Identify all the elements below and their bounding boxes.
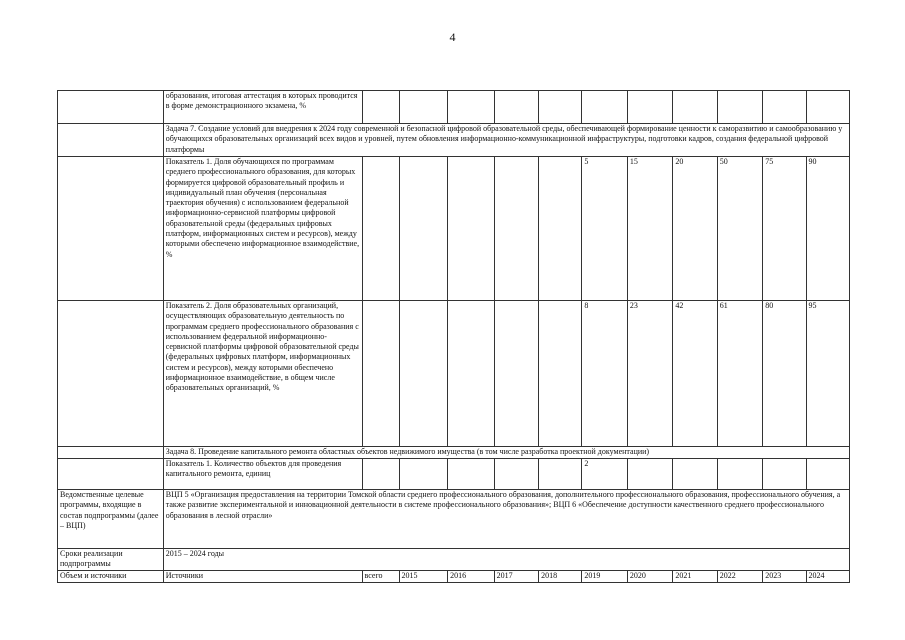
- year-header: 2022: [717, 571, 762, 583]
- total-header: всего: [362, 571, 399, 583]
- value-cell: [399, 301, 448, 447]
- value-cell: [539, 157, 582, 301]
- value-cell: [494, 459, 538, 490]
- table-row: [58, 91, 850, 124]
- value-cell: 15: [627, 157, 672, 301]
- subprogram-passport-table: [57, 90, 850, 583]
- indicator-text: образования, итоговая аттестация в которых проводится в форме демонстрационного экзамена, %: [163, 91, 362, 124]
- value-cell: [539, 459, 582, 490]
- value-cell: [362, 301, 399, 447]
- label-cell: [58, 91, 164, 124]
- table-row: [58, 157, 850, 301]
- terms-value: 2015 – 2024 годы: [163, 549, 849, 571]
- label-cell: [58, 301, 164, 447]
- value-cell: [362, 459, 399, 490]
- table-row: [58, 447, 850, 459]
- table-row: [58, 459, 850, 490]
- value-cell: 75: [763, 157, 806, 301]
- value-cell: [494, 157, 538, 301]
- label-cell: [58, 447, 164, 459]
- table-row: [58, 490, 850, 549]
- value-cell: 50: [717, 157, 762, 301]
- sources-header: Источники: [163, 571, 362, 583]
- value-cell: 20: [673, 157, 717, 301]
- value-cell: [448, 301, 495, 447]
- label-cell: [58, 124, 164, 157]
- value-cell: [806, 459, 849, 490]
- table-row: [58, 124, 850, 157]
- label-cell: [58, 157, 164, 301]
- value-cell: 2: [582, 459, 627, 490]
- table-row: [58, 549, 850, 571]
- year-header: 2016: [448, 571, 495, 583]
- task-title: Задача 7. Создание условий для внедрения к 2024 году современной и безопасной цифровой образовательной среды, обеспечивающей формирование ценности к саморазвитию и самообразованию у обучающихся образовательных организаций всех видов и уровней, путем обновления информационно-коммуникационной инфраструктуры, подготовки кадров, создания федеральной цифровой платформы: [163, 124, 849, 157]
- year-header: 2024: [806, 571, 849, 583]
- page-number: 4: [449, 30, 456, 44]
- vcp-label: Ведомственные целевые программы, входящие в состав подпрограммы (далее – ВЦП): [58, 490, 164, 549]
- value-cell: 90: [806, 157, 849, 301]
- value-cell: [627, 459, 672, 490]
- vcp-text: ВЦП 5 «Организация предоставления на территории Томской области среднего профессионального образования, дополнительного профессионального образования, профессионального обучения, а также развитие экспериментальной и инновационной деятельности в системе профессионального образования»; ВЦП 6 «Обеспечение доступности качественного среднего профессионального образования в лесной отрасли»: [163, 490, 849, 549]
- indicator-text: Показатель 1. Доля обучающихся по программам среднего профессионального образования, для которых формируется цифровой образовательный профиль и индивидуальный план обучения (персональная траектория обучения) с использованием федеральной информационно-сервисной платформы цифровой образовательной среды (федеральных цифровых платформ, информационных систем и ресурсов), между которыми обеспечено информационное взаимодействие, %: [163, 157, 362, 301]
- value-cell: [399, 157, 448, 301]
- task-title: Задача 8. Проведение капитального ремонта областных объектов недвижимого имущества (в том числе разработка проектной документации): [163, 447, 849, 459]
- value-cell: 8: [582, 301, 627, 447]
- value-cell: [362, 157, 399, 301]
- year-header: 2021: [673, 571, 717, 583]
- value-cell: [399, 459, 448, 490]
- value-cell: 42: [673, 301, 717, 447]
- value-cell: 95: [806, 301, 849, 447]
- value-cell: [763, 459, 806, 490]
- table-row: [58, 301, 850, 447]
- value-cell: [448, 459, 495, 490]
- year-header: 2019: [582, 571, 627, 583]
- value-cell: [539, 301, 582, 447]
- value-cell: 5: [582, 157, 627, 301]
- indicator-text: Показатель 1. Количество объектов для проведения капитального ремонта, единиц: [163, 459, 362, 490]
- year-header: 2023: [763, 571, 806, 583]
- year-header: 2020: [627, 571, 672, 583]
- label-cell: [58, 459, 164, 490]
- value-cell: [494, 301, 538, 447]
- value-cell: 23: [627, 301, 672, 447]
- value-cell: 61: [717, 301, 762, 447]
- terms-label: Сроки реализации подпрограммы: [58, 549, 164, 571]
- year-header: 2015: [399, 571, 448, 583]
- year-header: 2018: [539, 571, 582, 583]
- value-cell: [717, 459, 762, 490]
- table-row: [58, 571, 850, 583]
- indicator-text: Показатель 2. Доля образовательных организаций, осуществляющих образовательную деятельность по программам среднего профессионального образования с использованием федеральной информационно-сервисной платформы цифровой образовательной среды (федеральных цифровых платформ, информационных систем и ресурсов), между которыми обеспечено информационное взаимодействие, в общем числе образовательных организаций, %: [163, 301, 362, 447]
- funding-label: Объем и источники: [58, 571, 164, 583]
- value-cell: 80: [763, 301, 806, 447]
- value-cell: [448, 157, 495, 301]
- value-cell: [673, 459, 717, 490]
- year-header: 2017: [494, 571, 538, 583]
